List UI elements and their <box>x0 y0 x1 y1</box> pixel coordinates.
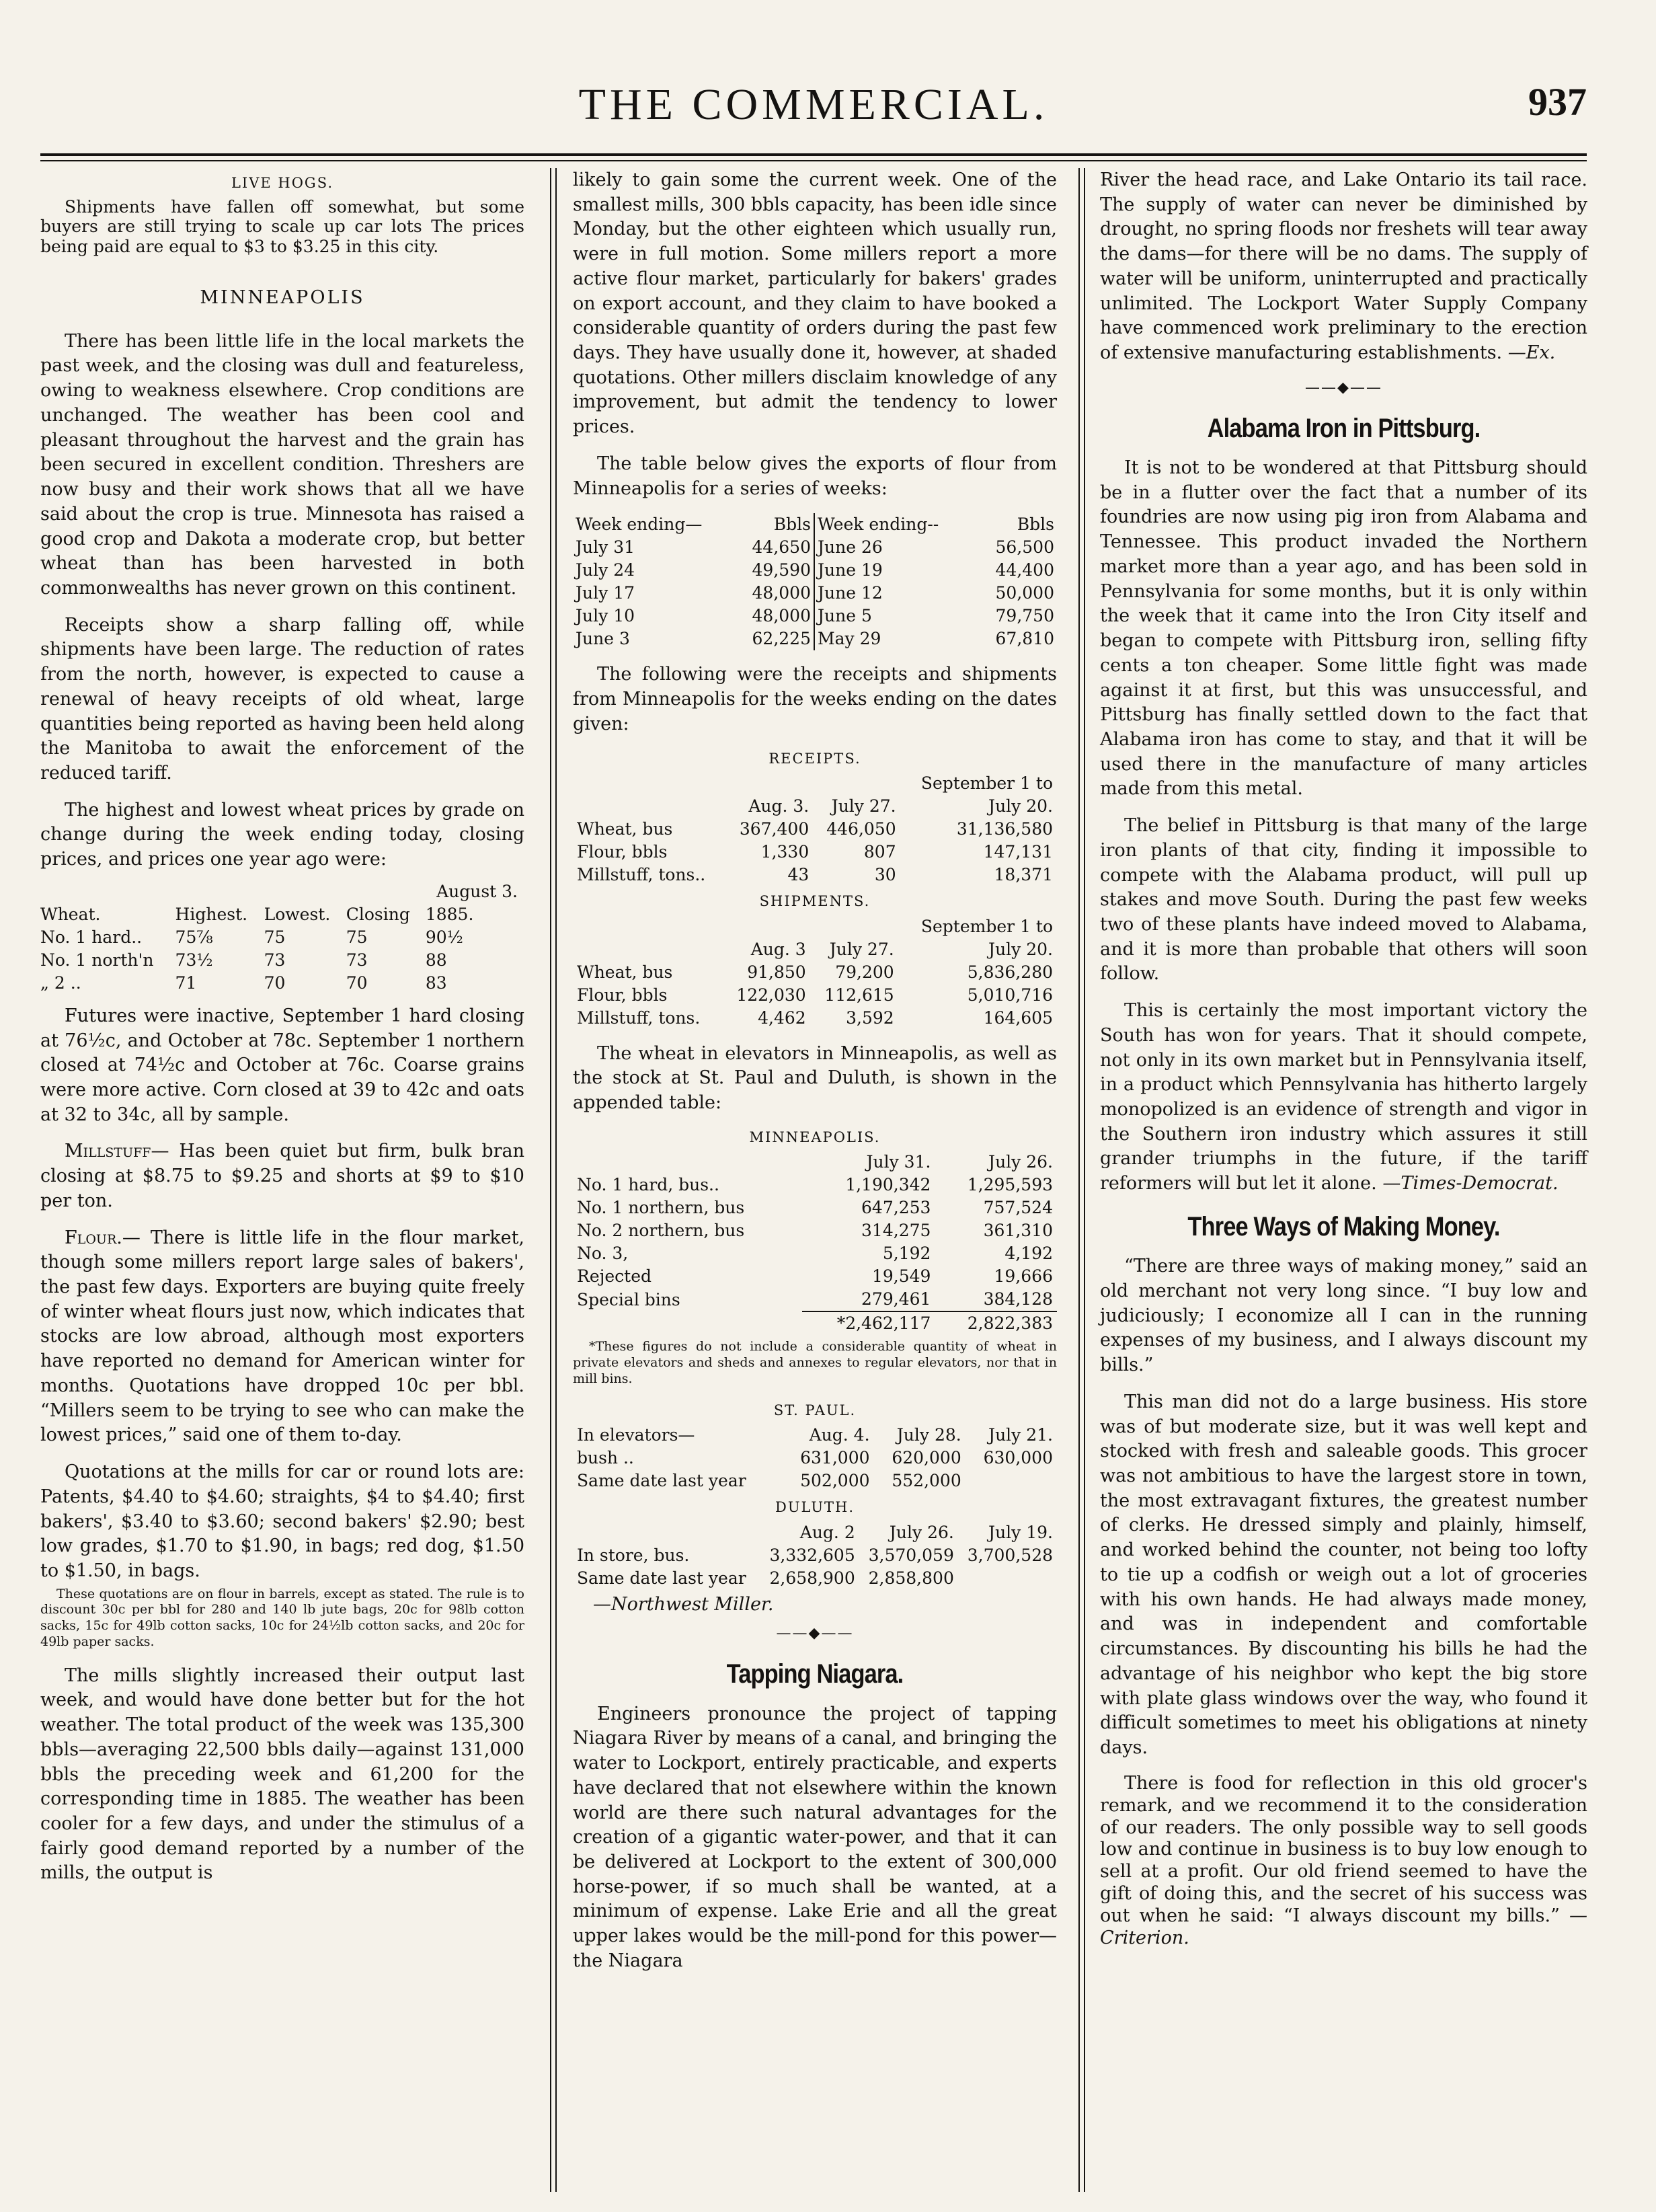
column-2 <box>573 168 1057 1986</box>
wheat-prices-table <box>40 880 524 995</box>
paragraph: The highest and lowest wheat prices by grade on change during the week ending today, closing prices, and prices one year ago were: <box>40 799 524 870</box>
cell: June 3 <box>576 629 630 649</box>
cell: 630,000 <box>983 1448 1053 1468</box>
cell: 79,200 <box>835 962 894 982</box>
table-row <box>573 1219 1057 1242</box>
paragraph: Engineers pronounce the project of tapping Niagara River by means of a canal, and bringing the water to Lockport, entirely practicable, and experts have declared that not elsewhere within the known world are there such natural advantages for the creation of a gigantic water-power, and that it can be delivered at Lockport to the extent of 300,000 horse-power, if so much shall be wanted, at a minimum of expense. Lake Erie and all the great upper lakes would be the mill-pond for this power—the Niagara <box>573 1703 1057 1971</box>
cell: 67,810 <box>995 629 1054 649</box>
col-header: July 28. <box>896 1425 961 1445</box>
cell: 1,190,342 <box>845 1175 931 1195</box>
newspaper-title: THE COMMERCIAL. <box>578 80 1049 129</box>
cell: 2,658,900 <box>769 1568 855 1588</box>
paragraph: The mills slightly increased their output last week, and would have done better but for the hot weather. The total product of the week was 135,300 bbls—averaging 22,500 bbls daily—against 131,000 bbls the preceding week and 61,200 for the corresponding time in 1885. The weather has been cooler for a few days, and under the stimulus of a fairly good demand reported by a number of the mills, the output is <box>40 1665 524 1884</box>
table-row <box>573 1007 1057 1030</box>
cell: 48,000 <box>752 583 811 603</box>
cell: 88 <box>425 950 447 970</box>
col-header: Aug. 2 <box>799 1522 855 1542</box>
cell: 3,570,059 <box>868 1545 954 1565</box>
paragraph: It is not to be wondered at that Pittsburg should be in a flutter over the fact that a number of its foundries are now using pig iron from Alabama and Tennessee. This product invaded the Northern market more than a year ago, and has been sold in Pennsylvania for some months, but it is only within the week that it came into the Iron City itself and began to compete with Pittsburg iron, selling fifty cents a ton cheaper. Some little fight was made against it at first, but this was unsuccessful, and Pittsburg has finally settled down to the fact that Alabama iron has come to stay, and that it will be used there in the manufacture of many articles made from this metal. <box>1100 457 1587 800</box>
cell: 70 <box>346 972 368 993</box>
paragraph: likely to gain some the current week. One of the smallest mills, 300 bbls capacity, has been idle since Monday, but the other eighteen which usually run, were in full motion. Some millers report a more active flour market, particularly for bakers' grades on export account, and they claim to have booked a considerable quantity of orders during the past few days. They have usually done it, however, at shaded quotations. Other millers disclaim knowledge of any improvement, but admit the tendency to lower prices. <box>573 169 1057 438</box>
cell <box>965 1470 1057 1492</box>
table-row <box>573 1567 1057 1590</box>
paragraph <box>1100 1773 1587 1950</box>
cell: 91,850 <box>747 962 806 982</box>
cell: 56,500 <box>995 537 1054 558</box>
cell: Wheat, bus <box>577 962 673 982</box>
col-header: Bbls <box>1017 514 1054 535</box>
divider-ornament: ——◆—— <box>1305 379 1382 396</box>
cell: *2,462,117 <box>802 1311 935 1335</box>
three-ways-heading: Three Ways of Making Money. <box>1187 1211 1500 1242</box>
st-paul-table <box>573 1424 1057 1492</box>
minneapolis-table-heading: MINNEAPOLIS. <box>749 1129 881 1145</box>
col-header: July 20. <box>988 939 1053 959</box>
totals-row <box>573 1311 1057 1335</box>
cell: 75 <box>346 927 368 947</box>
cell: 314,275 <box>861 1221 931 1241</box>
table-row <box>573 841 1057 864</box>
live-hogs-heading: LIVE HOGS. <box>231 175 334 191</box>
cell: No. 2 northern, bus <box>577 1221 745 1241</box>
paragraph: The wheat in elevators in Minneapolis, as well as the stock at St. Paul and Duluth, is shown in the appended table: <box>573 1042 1057 1114</box>
table-row <box>573 1265 1057 1288</box>
minneapolis-elevator-table <box>573 1151 1057 1335</box>
cell: 19,666 <box>994 1266 1053 1287</box>
cell: 631,000 <box>800 1448 870 1468</box>
cell: 552,000 <box>892 1471 961 1491</box>
cell: 5,192 <box>882 1244 931 1264</box>
cell: „ 2 .. <box>40 972 81 993</box>
masthead <box>40 0 1587 155</box>
paragraph: Quotations at the mills for car or round lots are: Patents, $4.40 to $4.60; straights, $4 to $4.40; first bakers', $3.40 to $3.60; second bakers' $2.90; best low grades, $1.70 to $1.90, in bags; red dog, $1.50 to $1.50, in bags. <box>40 1461 524 1581</box>
table-row <box>815 582 1057 605</box>
cell: 2,858,800 <box>868 1568 954 1588</box>
cell: 446,050 <box>826 819 896 839</box>
col-header: Week ending-- <box>818 514 939 535</box>
col-header: July 26. <box>988 1152 1053 1172</box>
header-rule-thin <box>40 160 1587 161</box>
cell: 1,330 <box>760 842 810 862</box>
column-3 <box>1100 168 1587 1962</box>
cell: In store, bus. <box>577 1545 690 1565</box>
cell: 361,310 <box>983 1221 1053 1241</box>
quotation-note: These quotations are on flour in barrels, except as stated. The rule is to discount 30c per bbl for 280 and 140 lb jute bags, 20c for 98lb cotton sacks, 15c for 49lb cotton sacks, 10c for 24½lb cotton sacks, and 20c for 49lb paper sacks. <box>40 1586 524 1649</box>
paragraph: “There are three ways of making money,” said an old merchant not very long since. “I buy low and judiciously; I economize all I can in the running expenses of my business, and I always discount my bills.” <box>1100 1256 1587 1376</box>
cell: 48,000 <box>752 606 811 626</box>
elevator-note: *These figures do not include a considerable quantity of wheat in private elevators and sheds and annexes to regular elevators, nor that in mill bins. <box>573 1339 1057 1386</box>
exports-table <box>573 513 1057 650</box>
col-header: July 26. <box>889 1522 954 1542</box>
table-row <box>573 605 814 627</box>
col-header: Aug. 3. <box>748 796 810 816</box>
cell: Same date last year <box>577 1568 746 1588</box>
cell: Flour, bbls <box>577 842 668 862</box>
shipments-heading: SHIPMENTS. <box>759 893 871 910</box>
source-credit: —Criterion. <box>1100 1905 1587 1949</box>
cell: 122,030 <box>736 985 806 1005</box>
page-number: 937 <box>1528 80 1587 124</box>
table-row <box>40 972 524 995</box>
table-row <box>573 1447 1057 1470</box>
cell: Millstuff, tons. <box>577 1007 701 1028</box>
cell: Same date last year <box>577 1471 746 1491</box>
column-rule <box>550 168 551 2192</box>
col-header: Aug. 3 <box>750 939 806 959</box>
alabama-iron-heading: Alabama Iron in Pittsburg. <box>1207 413 1481 443</box>
millstuff-label: Millstuff— <box>65 1141 169 1162</box>
shipments-table <box>573 915 1057 1030</box>
cell: June 12 <box>818 583 883 603</box>
cell: 647,253 <box>861 1198 931 1218</box>
table-row <box>573 818 1057 841</box>
cell: 147,131 <box>983 842 1053 862</box>
col-header: September 1 to <box>920 916 1053 936</box>
cell: 4,462 <box>758 1007 806 1028</box>
cell: 18,371 <box>994 865 1053 885</box>
paragraph <box>40 1226 524 1448</box>
cell: 620,000 <box>892 1448 961 1468</box>
receipts-table <box>573 772 1057 886</box>
table-row <box>573 1470 1057 1492</box>
col-header: Bbls <box>773 514 811 535</box>
paragraph <box>40 1139 524 1213</box>
three-ways-text: There is food for reflection in this old grocer's remark, and we recommend it to the consideration of our readers. The only possible way to sell goods low and continue in business is to buy low enough to sell at a profit. Our old friend seemed to have the gift of doing this, and the secret of his success was out when he said: “I always discount my bills.” <box>1100 1772 1587 1927</box>
cell: Special bins <box>577 1289 680 1309</box>
cell: 73½ <box>175 950 213 970</box>
cell: 367,400 <box>739 819 810 839</box>
cell: July 24 <box>576 560 635 580</box>
live-hogs-text: Shipments have fallen off somewhat, but some buyers are still trying to scale up car lots The prices being paid are equal to $3 to $3.25 in this city. <box>40 196 524 256</box>
table-row <box>573 536 814 559</box>
cell: 2,822,383 <box>935 1311 1057 1335</box>
cell: In elevators— <box>577 1425 695 1445</box>
cell: Rejected <box>577 1266 652 1287</box>
divider-ornament: ——◆—— <box>776 1625 854 1642</box>
exports-left <box>573 513 815 650</box>
table-row <box>40 926 524 949</box>
col-header: 1885. <box>425 904 474 924</box>
paragraph: Receipts show a sharp falling off, while shipments have been large. The reduction of rates from the north, however, is expected to cause a renewal of heavy receipts of old wheat, large quantities being reported as having been held along the Manitoba to await the enforcement of the reduced tariff. <box>40 614 524 784</box>
cell: No. 1 hard.. <box>40 927 143 947</box>
col-header: July 20. <box>988 796 1053 816</box>
st-paul-heading: ST. PAUL. <box>773 1402 857 1418</box>
flour-text: There is little life in the flour market, though some millers report large sales of bakers', the past few days. Exporters are buying quite freely of winter wheat flours just now, which indicates that stocks are low abroad, although most exporters have reported no demand for American winter for months. Quotations have dropped 10c per bbl. “Millers seem to be trying to see who can make the lowest prices,” said one of them to-day. <box>40 1227 524 1446</box>
alabama-text: This is certainly the most important victory the South has won for years. That it should compete, not only in its own market but in Pennsylvania itself, in a product which Pennsylvania has hitherto largely monopolized is an evidence of strength and vigor in the Southern iron industry which assures it still grander triumphs in the future, if the tariff reformers will but let it alone. <box>1100 1000 1587 1194</box>
cell: bush .. <box>577 1448 634 1468</box>
cell: 79,750 <box>995 606 1054 626</box>
cell: 19,549 <box>871 1266 931 1287</box>
table-row <box>573 1544 1057 1567</box>
cell: July 10 <box>576 606 635 626</box>
table-row <box>815 605 1057 627</box>
cell: 62,225 <box>752 629 811 649</box>
cell: Flour, bbls <box>577 985 668 1005</box>
cell: 1,295,593 <box>967 1175 1053 1195</box>
table-row <box>573 1174 1057 1196</box>
cell: 73 <box>264 950 286 970</box>
cell: 5,010,716 <box>967 985 1053 1005</box>
cell: 50,000 <box>995 583 1054 603</box>
cell: June 19 <box>818 560 883 580</box>
duluth-heading: DULUTH. <box>775 1499 855 1516</box>
cell: June 5 <box>818 606 872 626</box>
cell <box>958 1567 1057 1590</box>
paragraph: This man did not do a large business. His store was of but moderate size, but it was well kept and stocked with fresh and saleable goods. This grocer was not ambitious to have the largest store in town, the most extravagant fixtures, the greatest number of clerks. He dressed simply and plainly, himself, and worked behind the counter, not being too lofty to tie up a codfish or weigh out a lot of groceries with his own hands. He had always made money, and was in independent and comfortable circumstances. By discounting his bills he had the advantage of his neighbor who kept the big store with plate glass windows over the way, who found it difficult sometimes to meet his obligations at ninety days. <box>1100 1391 1587 1758</box>
table-row <box>573 984 1057 1007</box>
column-rule <box>1078 168 1080 2192</box>
cell: 112,615 <box>824 985 894 1005</box>
header-rule <box>40 153 1587 156</box>
paragraph: The table below gives the exports of flour from Minneapolis for a series of weeks: <box>573 453 1057 499</box>
cell: 384,128 <box>983 1289 1053 1309</box>
cell: 502,000 <box>800 1471 870 1491</box>
col-header: July 19. <box>988 1522 1053 1542</box>
cell: 164,605 <box>983 1007 1053 1028</box>
cell: 75⅞ <box>175 927 213 947</box>
august-label: August 3. <box>436 881 518 901</box>
cell: 4,192 <box>1004 1244 1053 1264</box>
col-header: Week ending— <box>576 514 703 535</box>
paragraph <box>1100 999 1587 1196</box>
table-row <box>573 961 1057 984</box>
cell: 70 <box>264 972 286 993</box>
table-row <box>573 582 814 605</box>
table-row <box>573 1242 1057 1265</box>
table-row <box>815 627 1057 650</box>
cell: 73 <box>346 950 368 970</box>
cell: 43 <box>787 865 810 885</box>
paragraph: The following were the receipts and shipments from Minneapolis for the weeks ending on the dates given: <box>573 664 1057 734</box>
table-row <box>815 559 1057 582</box>
col-header: July 21. <box>988 1425 1053 1445</box>
column-rule <box>1084 168 1085 2192</box>
table-row <box>573 627 814 650</box>
paragraph <box>1100 168 1587 366</box>
cell: 31,136,580 <box>956 819 1053 839</box>
cell: 807 <box>863 842 896 862</box>
receipts-heading: RECEIPTS. <box>768 750 861 767</box>
cell: 3,332,605 <box>769 1545 855 1565</box>
col-header: July 31. <box>866 1152 931 1172</box>
col-header: July 27. <box>831 796 896 816</box>
table-row <box>573 1288 1057 1311</box>
cell: 3,592 <box>846 1007 894 1028</box>
cell: Millstuff, tons.. <box>577 865 706 885</box>
cell: 75 <box>264 927 286 947</box>
niagara-continued: River the head race, and Lake Ontario its tail race. The supply of water can never be diminished by drought, no spring floods nor freshets will tear away the dams—for there will be no dams. The supply of water will be uniform, uninterrupted and practically unlimited. The Lockport Water Supply Company have commenced work preliminary to the erection of extensive manufacturing establishments. <box>1100 169 1587 364</box>
cell: 83 <box>425 972 447 993</box>
cell: 71 <box>175 972 197 993</box>
col-header: Aug. 4. <box>809 1425 870 1445</box>
column-1 <box>40 168 524 1898</box>
col-header: July 27. <box>829 939 894 959</box>
table-row <box>815 536 1057 559</box>
table-row <box>573 559 814 582</box>
cell: June 26 <box>818 537 883 558</box>
cell: July 17 <box>576 583 635 603</box>
paragraph: There has been little life in the local markets the past week, and the closing was dull and featureless, owing to weakness elsewhere. Crop conditions are unchanged. The weather has been cool and pleasant throughout the harvest and the grain has been secured in excellent condition. Threshers are now busy and their work shows that all we have said about the crop is true. Minnesota has raised a good crop and Dakota a moderate crop, but better wheat than has been harvested in both commonwealths has never grown on this continent. <box>40 330 524 599</box>
cell: May 29 <box>818 629 881 649</box>
cell: No. 1 north'n <box>40 950 154 970</box>
flour-label: Flour.— <box>65 1227 141 1248</box>
cell: 44,400 <box>995 560 1054 580</box>
paragraph: Futures were inactive, September 1 hard closing at 76½c, and October at 78c. September 1 northern closed at 74½c and October at 76c. Coarse grains were more active. Corn closed at 39 to 42c and oats at 32 to 34c, all by sample. <box>40 1005 524 1125</box>
table-row <box>573 1196 1057 1219</box>
source-credit: —Times-Democrat. <box>1382 1173 1559 1194</box>
duluth-table <box>573 1521 1057 1590</box>
col-header: Closing <box>346 904 410 924</box>
exports-right <box>815 513 1057 650</box>
table-row <box>40 949 524 972</box>
cell: No. 1 northern, bus <box>577 1198 745 1218</box>
source-credit: —Northwest Miller. <box>593 1593 774 1615</box>
col-header: Lowest. <box>264 904 331 924</box>
cell: No. 1 hard, bus.. <box>577 1175 719 1195</box>
cell: 3,700,528 <box>967 1545 1053 1565</box>
source-credit: —Ex. <box>1507 342 1556 364</box>
cell: July 31 <box>576 537 635 558</box>
cell: 279,461 <box>861 1289 931 1309</box>
table-row <box>573 864 1057 886</box>
minneapolis-heading: MINNEAPOLIS <box>200 287 365 309</box>
cell: 90½ <box>425 927 463 947</box>
tapping-niagara-heading: Tapping Niagara. <box>726 1659 904 1689</box>
col-header: September 1 to <box>920 773 1053 794</box>
column-rule <box>555 168 557 2192</box>
cell: 30 <box>874 865 896 885</box>
cell: Wheat, bus <box>577 819 673 839</box>
paragraph: The belief in Pittsburg is that many of the large iron plants of that city, finding it impossible to compete with the Alabama product, will pull up stakes and move South. During the past few weeks two of these plants have indeed moved to Alabama, and it is more than probable that others will soon follow. <box>1100 815 1587 985</box>
cell: 757,524 <box>983 1198 1053 1218</box>
cell: 44,650 <box>752 537 811 558</box>
col-header: Wheat. <box>40 904 101 924</box>
col-header: Highest. <box>175 904 248 924</box>
cell: 5,836,280 <box>967 962 1053 982</box>
cell: No. 3, <box>577 1244 629 1264</box>
cell: 49,590 <box>752 560 811 580</box>
millstuff-text: Has been quiet but firm, bulk bran closing at $8.75 to $9.25 and shorts at $9 to $10 per ton. <box>40 1141 524 1211</box>
